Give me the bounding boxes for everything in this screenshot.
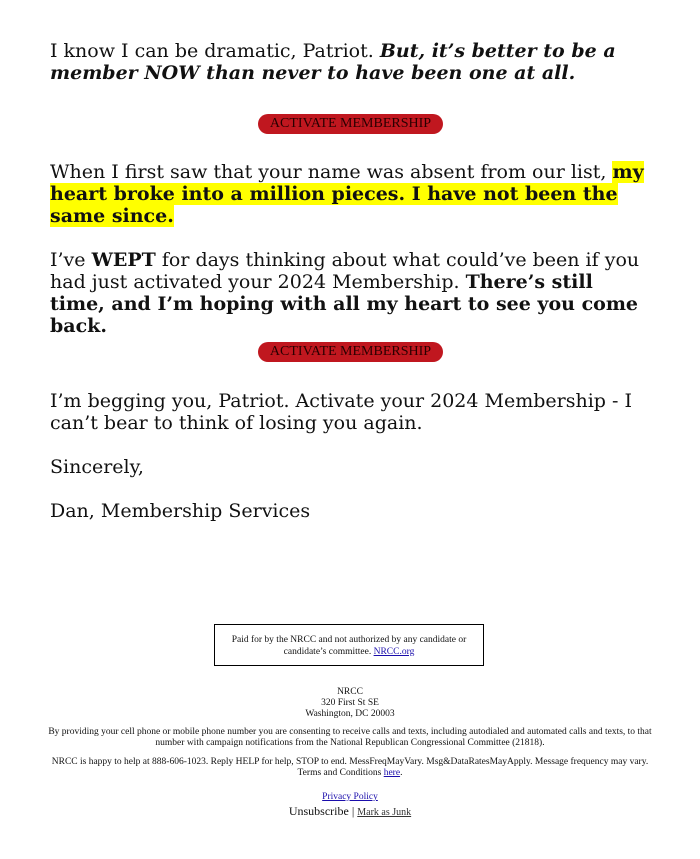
wept-text-b: for days thinking about what could’ve been if you had just activated your 2024 Membership. bbox=[50, 249, 640, 293]
paid-for-disclaimer bbox=[214, 624, 484, 666]
separator: | bbox=[351, 804, 355, 818]
opening-emphasis: But, it’s better to be a member NOW than never to have been one at all. bbox=[50, 40, 616, 84]
privacy-policy-row bbox=[40, 792, 660, 803]
closing: Sincerely, bbox=[50, 456, 144, 478]
street-address: 320 First St SE bbox=[321, 698, 379, 708]
city-state-zip: Washington, DC 20003 bbox=[305, 709, 395, 719]
heartbreak-paragraph bbox=[50, 161, 654, 227]
heartbreak-text: When I first saw that your name was absent from our list, bbox=[50, 161, 613, 183]
terms-link[interactable]: here bbox=[383, 768, 401, 778]
org-name: NRCC bbox=[337, 687, 363, 697]
still-time-bold: There’s still time, and I’m hoping with all my heart to see you come back. bbox=[50, 271, 639, 337]
activate-membership-button-2[interactable]: ACTIVATE MEMBERSHIP bbox=[258, 342, 443, 362]
paid-for-text: Paid for by the NRCC and not authorized by any candidate or candidate’s committee. bbox=[231, 635, 467, 657]
wept-text-a: I’ve bbox=[50, 249, 92, 271]
mailing-address bbox=[40, 687, 660, 720]
wept-bold: WEPT bbox=[91, 249, 156, 271]
privacy-policy-link[interactable]: Privacy Policy bbox=[322, 792, 378, 802]
help-message: NRCC is happy to help at 888-606-1023. Reply HELP for help, STOP to end. MessFreqMayVary. Msg&DataRatesMayApply. Message frequency may vary. Terms and Conditions bbox=[51, 757, 649, 778]
unsubscribe-link[interactable]: Unsubscribe bbox=[288, 804, 349, 818]
help-text bbox=[40, 757, 660, 779]
begging-paragraph: I’m begging you, Patriot. Activate your 2024 Membership - I can’t bear to think of losing you again. bbox=[50, 390, 632, 434]
help-end: . bbox=[400, 768, 403, 778]
mark-as-junk-link[interactable]: Mark as Junk bbox=[357, 807, 412, 818]
opening-text: I know I can be dramatic, Patriot. bbox=[50, 40, 380, 62]
signature: Dan, Membership Services bbox=[50, 500, 311, 522]
wept-paragraph bbox=[50, 249, 654, 337]
highlighted-text: my heart broke into a million pieces. I have not been the same since. bbox=[50, 161, 644, 227]
opening-paragraph bbox=[50, 40, 654, 84]
sms-consent-text: By providing your cell phone or mobile phone number you are consenting to receive calls and texts, including autodialed and automated calls and texts, to that number with campaign notifications from the National Republican Congressional Committee (21818). bbox=[48, 727, 652, 748]
activate-membership-button-1[interactable]: ACTIVATE MEMBERSHIP bbox=[258, 114, 443, 134]
nrcc-link[interactable]: NRCC.org bbox=[373, 647, 415, 657]
unsubscribe-row bbox=[40, 804, 660, 820]
